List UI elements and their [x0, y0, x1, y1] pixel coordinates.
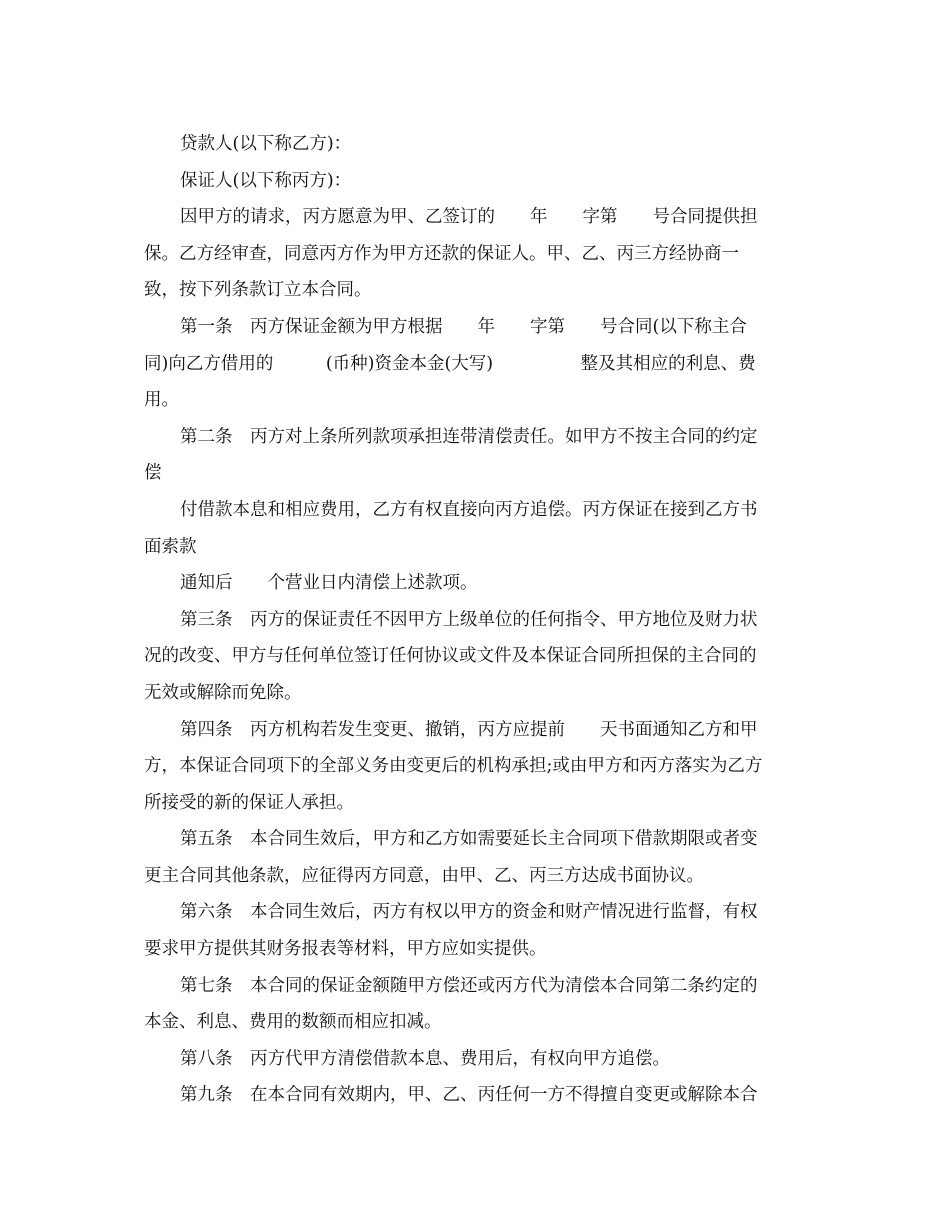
article-2-line-4: 面索款 — [144, 536, 197, 557]
article-1-line-3: 用。 — [144, 390, 179, 411]
article-2-line-2: 偿 — [144, 463, 162, 484]
lender-line: 贷款人(以下称乙方)： — [180, 134, 352, 154]
preamble-line-3: 致，按下列条款订立本合同。 — [144, 280, 372, 301]
guarantor-line: 保证人(以下称丙方)： — [180, 170, 352, 191]
article-4-line-1: 第四条 丙方机构若发生变更、撤销，丙方应提前 天书面通知乙方和甲 — [180, 719, 758, 740]
article-3-line-1: 第三条 丙方的保证责任不因甲方上级单位的任何指令、甲方地位及财力状 — [180, 609, 758, 630]
article-4-line-2: 方，本保证合同项下的全部义务由变更后的机构承担;或由甲方和丙方落实为乙方 — [144, 756, 763, 777]
article-5-line-1: 第五条 本合同生效后，甲方和乙方如需要延长主合同项下借款期限或者变 — [180, 829, 758, 850]
preamble-line-1: 因甲方的请求，丙方愿意为甲、乙签订的 年 字第 号合同提供担 — [180, 207, 758, 228]
article-7-line-2: 本金、利息、费用的数额而相应扣减。 — [144, 1012, 442, 1033]
article-8-line-1: 第八条 丙方代甲方清偿借款本息、费用后，有权向甲方追偿。 — [180, 1048, 670, 1069]
article-2-line-3: 付借款本息和相应费用，乙方有权直接向丙方追偿。丙方保证在接到乙方书 — [180, 499, 758, 520]
article-2-line-1: 第二条 丙方对上条所列款项承担连带清偿责任。如甲方不按主合同的约定 — [180, 426, 758, 447]
article-4-line-3: 所接受的新的保证人承担。 — [144, 792, 354, 813]
article-3-line-3: 无效或解除而免除。 — [144, 682, 302, 703]
article-6-line-1: 第六条 本合同生效后，丙方有权以甲方的资金和财产情况进行监督，有权 — [180, 902, 758, 923]
article-7-line-1: 第七条 本合同的保证金额随甲方偿还或丙方代为清偿本合同第二条约定的 — [180, 975, 758, 996]
article-3-line-2: 况的改变、甲方与任何单位签订任何协议或文件及本保证合同所担保的主合同的 — [144, 646, 757, 667]
document-body — [144, 126, 814, 1114]
article-9-line-1: 第九条 在本合同有效期内，甲、乙、丙任何一方不得擅自变更或解除本合 — [180, 1085, 758, 1106]
article-1-line-1: 第一条 丙方保证金额为甲方根据 年 字第 号合同(以下称主合 — [180, 316, 747, 337]
preamble-line-2: 保。乙方经审查，同意丙方作为甲方还款的保证人。甲、乙、丙三方经协商一 — [144, 243, 739, 264]
article-2-line-5: 通知后 个营业日内清偿上述款项。 — [180, 573, 478, 594]
article-1-line-2: 同)向乙方借用的 (币种)资金本金(大写) 整及其相应的利息、费 — [144, 353, 756, 374]
article-6-line-2: 要求甲方提供其财务报表等材料，甲方应如实提供。 — [144, 939, 547, 960]
article-5-line-2: 更主合同其他条款，应征得丙方同意，由甲、乙、丙三方达成书面协议。 — [144, 865, 704, 886]
